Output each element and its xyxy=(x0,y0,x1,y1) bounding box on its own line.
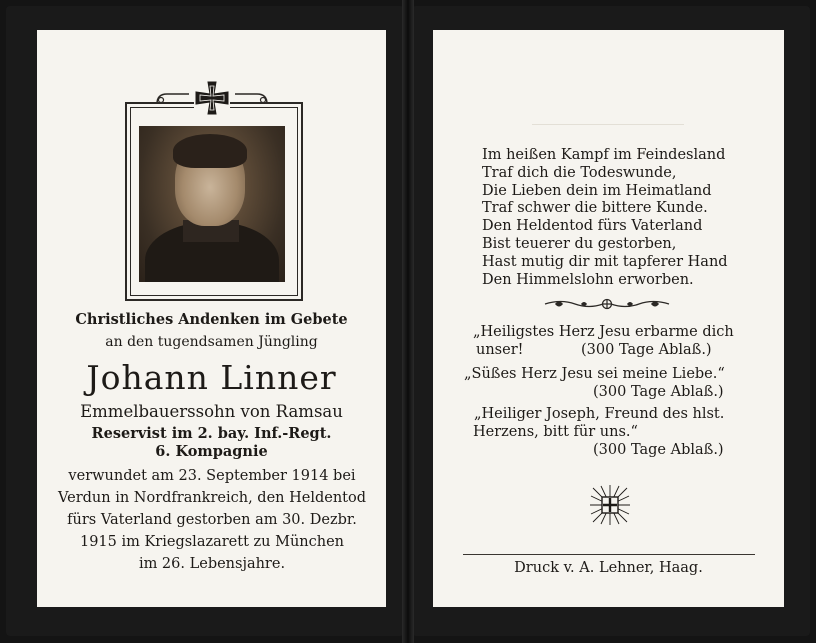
memorial-poem xyxy=(482,147,772,289)
death-line: 1915 im Kriegslazarett zu München xyxy=(79,534,345,550)
death-details xyxy=(47,465,377,575)
poem-line: Traf dich die Todeswunde, xyxy=(482,164,677,181)
poem-line: Bist teuerer du gestorben, xyxy=(482,235,677,252)
faint-rule xyxy=(532,124,684,125)
printer-credit: Druck v. A. Lehner, Haag. xyxy=(514,560,703,576)
company-line: 6. Kompagnie xyxy=(155,443,268,460)
indulgence-note: (300 Tage Ablaß.) xyxy=(581,342,712,358)
memorial-subheading: an den tugendsamen Jüngling xyxy=(105,334,318,350)
indulgence-note: (300 Tage Ablaß.) xyxy=(593,442,724,458)
right-page xyxy=(433,30,784,607)
indulgence-note: (300 Tage Ablaß.) xyxy=(593,384,724,400)
death-line: fürs Vaterland gestorben am 30. Dezbr. xyxy=(67,512,357,528)
prayer-text: „Süßes Herz Jesu sei meine Liebe.“ xyxy=(464,366,725,382)
radiant-cross-emblem-icon xyxy=(589,484,631,526)
prayer-text: Herzens, bitt für uns.“ xyxy=(473,424,638,440)
floral-divider-icon xyxy=(541,297,673,311)
portrait-photo xyxy=(139,126,285,282)
prayer-text: „Heiligstes Herz Jesu erbarme dich xyxy=(473,324,734,340)
poem-line: Hast mutig dir mit tapferer Hand xyxy=(482,253,728,270)
prayer-text: unser! xyxy=(476,342,524,358)
poem-line: Die Lieben dein im Heimatland xyxy=(482,182,712,199)
deceased-origin: Emmelbauerssohn von Ramsau xyxy=(80,402,343,421)
poem-line: Den Heldentod fürs Vaterland xyxy=(482,218,703,235)
regiment-line: Reservist im 2. bay. Inf.-Regt. xyxy=(91,425,332,442)
death-line: Verdun in Nordfrankreich, den Heldentod xyxy=(57,490,367,506)
prayer-text: „Heiliger Joseph, Freund des hlst. xyxy=(474,406,725,422)
bottom-rule xyxy=(463,554,755,555)
card-fold xyxy=(402,0,414,643)
poem-line: Den Himmelslohn erworben. xyxy=(482,271,694,288)
poem-line: Traf schwer die bittere Kunde. xyxy=(482,200,708,217)
poem-line: Im heißen Kampf im Feindesland xyxy=(482,147,726,163)
death-line: im 26. Lebensjahre. xyxy=(138,556,286,572)
deceased-name: Johann Linner xyxy=(86,358,337,397)
photo-frame xyxy=(125,102,303,301)
death-line: verwundet am 23. September 1914 bei xyxy=(68,468,356,484)
left-page xyxy=(37,30,386,607)
memorial-heading: Christliches Andenken im Gebete xyxy=(75,311,348,328)
iron-cross-icon xyxy=(194,80,230,116)
